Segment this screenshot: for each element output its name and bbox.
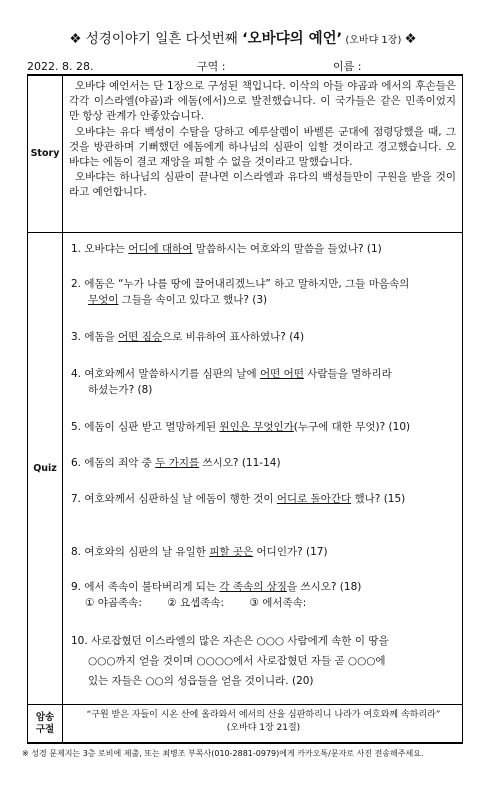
worksheet-table	[27, 74, 463, 744]
question-keyword: 어디로 돌아간다	[276, 493, 352, 505]
question-8: 8. 여호와의 심판의 날 유일한 피할 곳은 어디인가? (17)	[71, 546, 328, 558]
title-pre: 성경이야기 일흔 다섯번째	[85, 31, 243, 47]
question-keyword: 원인은 무엇인가	[219, 421, 294, 433]
quiz-label: Quiz	[28, 233, 63, 704]
question-5: 5. 에돔이 심판 받고 멸망하게된 원인은 무엇인가(누구에 대한 무엇)? (10)	[71, 421, 411, 433]
option-jacob: ① 야곱족속:	[85, 597, 142, 609]
title-bold: ‘오바댜의 예언’	[242, 31, 343, 47]
footnote: ※ 성경 문제지는 3층 로비에 제출, 또는 최병조 부목사(010-2881-0979)에게 카카오톡/문자로 사진 전송해주세요.	[22, 749, 424, 758]
story-row	[28, 76, 462, 233]
title-ref: (오바댜 1장)	[342, 35, 405, 46]
story-paragraph: 오바댜는 하나님의 심판이 끝나면 이스라엘과 유다의 백성들만이 구원을 받을 것이라고 예언합니다.	[69, 171, 456, 199]
diamond-icon: ❖	[404, 31, 417, 47]
quiz-row	[28, 233, 462, 705]
question-10: 10. 사로잡혔던 이스라엘의 많은 자손은 ○○○ 사람에게 속한 이 땅을 ○○○까지 얻을 것이며 ○○○○에서 사로잡혔던 자들 곧 ○○○에 있는 자들은 ○○의 성읍들을 얻을 것이니라. (20)	[71, 635, 389, 687]
question-keyword: 어떤 어떤	[260, 368, 304, 380]
memory-verse-row	[28, 705, 462, 743]
memory-verse-content	[63, 705, 462, 743]
question-9: 9. 에서 족속이 불타버리게 되는 각 족속의 상징을 쓰시오? (18) ① 야곱족속: ② 요셉족속: ③ 에서족속:	[71, 579, 454, 611]
question-keyword: 어떤 짐승	[118, 331, 163, 343]
story-label: Story	[28, 76, 63, 232]
question-keyword: 피할 곳은	[209, 546, 254, 558]
memory-verse-ref: (오바댜 1장 21절)	[226, 723, 301, 733]
worksheet-title	[0, 30, 486, 50]
question-7: 7. 여호와께서 심판하실 날 에돔이 행한 것이 어디로 돌아간다 했나? (15)	[71, 493, 406, 505]
memory-verse-label: 암송 구절	[28, 705, 63, 743]
question-keyword: 어디에 대하여	[128, 243, 193, 255]
option-esau: ③ 에서족속:	[249, 597, 307, 609]
question-3: 3. 에돔을 어떤 짐승으로 비유하여 표사하였나? (4)	[71, 331, 305, 343]
answer-options	[71, 595, 454, 611]
name-label: 이름 :	[333, 60, 362, 73]
option-joseph: ② 요셉족속:	[167, 597, 225, 609]
question-2: 2. 에돔은 “누가 나를 땅에 끌어내리겠느냐” 하고 말하지만, 그들 마음속의 무엇이 그들을 속이고 있다고 했나? (3)	[71, 278, 410, 306]
story-paragraph: 오바댜 예언서는 단 1장으로 구성된 책입니다. 이삭의 아들 야곱과 에서의 후손들은 각각 이스라엘(야곱)과 에돔(에서)으로 발전했습니다. 이 국가들은 같은 민족이었지만 항상 관계가 안좋았습니다.	[69, 80, 456, 123]
zone-label: 구역 :	[197, 60, 226, 73]
meta-row	[27, 60, 463, 74]
story-paragraph: 오바댜는 유다 백성이 수탈을 당하고 예루살렘이 바벨론 군대에 점령당했을 때, 그것을 방관하며 기뻐했던 에돔에게 하나님의 심판이 임할 것이라고 경고했습니다. 오바댜는 에돔이 결코 재앙을 피할 수 없을 것이라고 말했습니다.	[69, 125, 456, 169]
story-content	[63, 76, 462, 232]
memory-verse-text: “구원 받은 자들이 시온 산에 올라와서 에서의 산을 심판하리니 나라가 여호와께 속하리라” (오바댜 1장 21절)	[69, 709, 458, 735]
question-6: 6. 에돔의 죄악 중 두 가지를 쓰시오? (11-14)	[71, 457, 281, 469]
quiz-content	[63, 233, 462, 704]
diamond-icon: ❖	[69, 31, 82, 47]
story-text	[63, 76, 462, 201]
question-keyword: 무엇이	[88, 294, 119, 306]
question-1: 1. 오바댜는 어디에 대하여 말씀하시는 여호와의 말씀을 들었나? (1)	[71, 243, 382, 255]
question-keyword: 두 가지를	[155, 457, 200, 469]
question-4: 4. 여호와께서 말씀하시기를 심판의 날에 어떤 어떤 사람들을 멸하리라 하셨는가? (8)	[71, 368, 392, 396]
date: 2022. 8. 28.	[27, 60, 94, 73]
question-keyword: 각 족속의 상징	[219, 581, 287, 593]
